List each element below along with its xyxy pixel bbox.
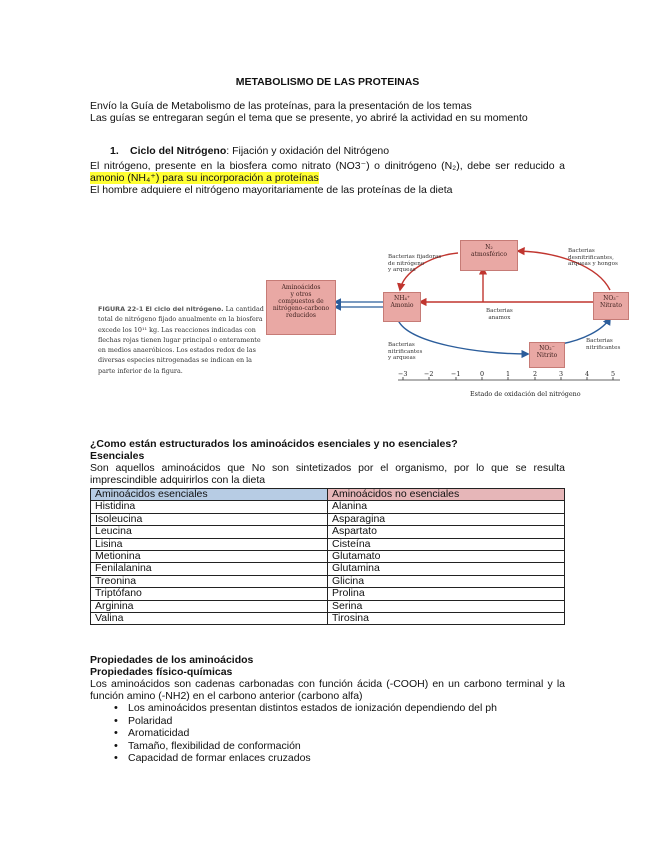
section-1-para-line-3: El hombre adquiere el nitrógeno mayoritariamente de las proteínas de la dieta [90,184,453,196]
table-cell: Prolina [328,588,565,600]
section-1-para-line-1: El nitrógeno, presente en la biosfera como nitrato (NO3⁻) o dinitrógeno (N₂), debe ser reducido a [90,160,565,172]
label-fixing-bacteria [388,254,441,274]
intro-line-2: Las guías se entregaran según el tema que se presente, yo abriré la actividad en su momento [90,112,528,124]
table-header-essential: Aminoácidos esenciales [91,489,328,501]
box-n2-formula: N₂ [485,244,493,251]
table-cell: Treonina [91,575,328,587]
label-nitrifying-left [388,342,422,362]
box-aminoacids-line-1: Aminoácidos [281,284,321,291]
label-ana-2: anamox [488,314,511,321]
figure-caption-label: FIGURA 22-1 [98,305,144,313]
label-nitrifying-right [586,338,620,351]
aminoacids-table [90,488,565,625]
box-aminoacids-line-3: compuestos de [278,298,324,305]
label-denitrifying [568,248,618,268]
table-cell: Valina [91,613,328,625]
box-nh4-label: Amonio [390,302,414,309]
tick-label: 4 [585,370,590,378]
table-cell: Cisteína [328,538,565,550]
list-item: • Aromaticidad [90,727,565,740]
section-2-para-line-1: Son aquellos aminoácidos que No son sintetizados por el organismo, por lo que se resulta [90,462,565,474]
label-fix-2: de nitrógeno [388,260,425,267]
box-n2 [460,240,518,271]
box-aminoacids-line-2: y otros [290,291,312,298]
tick-label: −3 [398,370,408,378]
tick-label: −2 [424,370,434,378]
label-anamox [486,308,513,321]
table-cell: Metionina [91,551,328,563]
label-fix-3: y arqueas [388,267,416,274]
section-1-heading-rest: : Fijación y oxidación del Nitrógeno [226,145,390,157]
table-cell: Arginina [91,600,328,612]
table-cell: Histidina [91,501,328,513]
highlighted-text: amonio (NH₄⁺) para su incorporación a proteínas [90,172,319,184]
table-row [91,526,565,538]
table-cell: Serina [328,600,565,612]
table-row [91,600,565,612]
table-cell: Tirosina [328,613,565,625]
box-no2-label: Nitrito [536,352,558,359]
table-row [91,575,565,587]
label-den-3: arqueas y hongos [568,261,618,268]
tick-label: 0 [480,370,485,378]
table-cell: Leucina [91,526,328,538]
nitrogen-cycle-diagram [98,238,638,410]
tick-label: 3 [559,370,564,378]
section-3-para-line-1: Los aminoácidos son cadenas carbonadas con función ácida (-COOH) en un carbono terminal y la [90,678,565,690]
table-cell: Aspartato [328,526,565,538]
section-2-question: ¿Como están estructurados los aminoácidos esenciales y no esenciales? [90,438,458,450]
properties-list [90,702,565,765]
list-item: • Capacidad de formar enlaces cruzados [90,752,565,765]
table-cell: Triptófano [91,588,328,600]
table-cell: Isoleucina [91,513,328,525]
box-nh4-formula: NH₄⁺ [393,295,411,302]
label-nit-1: Bacterias [388,342,415,348]
section-2-para-line-2: imprescindible adquirirlos con la dieta [90,474,266,486]
table-cell: Fenilalanina [91,563,328,575]
box-no2 [529,342,565,368]
section-3-heading-2: Propiedades físico-químicas [90,666,233,678]
table-cell: Glicina [328,575,565,587]
nitrogen-cycle-figure [98,238,638,410]
table-cell: Lisina [91,538,328,550]
intro-line-1: Envío la Guía de Metabolismo de las proteínas, para la presentación de los temas [90,100,472,112]
list-item: • Los aminoácidos presentan distintos estados de ionización dependiendo del ph [90,702,565,715]
table-row [91,588,565,600]
label-fix-1: Bacterias fijadoras [388,254,442,260]
table-cell: Glutamina [328,563,565,575]
section-1-number: 1. [110,145,119,157]
box-aminoacids-line-4: nitrógeno-carbono [272,305,330,312]
section-3-heading-1: Propiedades de los aminoácidos [90,654,254,666]
label-den-2: desnitrificantes, [568,254,614,261]
label-nit-3: y arqueas [388,355,416,362]
box-n2-label: atmosférico [471,251,507,258]
section-1-para-line-2 [90,172,565,185]
label-nitr-1: Bacterias [586,338,613,344]
table-row [91,513,565,525]
axis-title: Estado de oxidación del nitrógeno [470,390,581,398]
table-cell: Asparagina [328,513,565,525]
table-row [91,613,565,625]
box-no3 [593,292,629,320]
tick-label: 5 [611,370,616,378]
section-1-heading-bold: Ciclo del Nitrógeno [130,145,227,157]
figure-caption-title: El ciclo del nitrógeno. [145,305,224,313]
label-nitr-2: nitrificantes [586,344,621,351]
table-row [91,501,565,513]
box-no3-formula: NO₃⁻ [603,295,619,302]
box-no3-label: Nitrato [599,302,623,309]
list-item: • Tamaño, flexibilidad de conformación [90,740,565,753]
list-item: • Polaridad [90,715,565,728]
table-row [91,563,565,575]
tick-label: 1 [506,370,511,378]
table-header-nonessential: Aminoácidos no esenciales [328,489,565,501]
box-aminoacids [266,280,336,335]
tick-label: −1 [451,370,461,378]
label-nit-2: nitrificantes [388,348,423,355]
box-nh4 [383,292,421,322]
table-row [91,538,565,550]
document-title: METABOLISMO DE LAS PROTEINAS [235,76,420,88]
box-no2-formula: NO₂⁻ [539,345,555,352]
label-ana-1: Bacterias [486,308,513,314]
section-1-heading [110,145,389,158]
table-header-row [91,489,565,501]
section-2-subheading: Esenciales [90,450,145,462]
table-cell: Glutamato [328,551,565,563]
table-row [91,551,565,563]
label-den-1: Bacterias [568,248,595,254]
table-cell: Alanina [328,501,565,513]
figure-caption-text: La cantidad total de nitrógeno fijado anualmente en la biosfera excede los 10¹¹ kg. Las reacciones indicadas con flechas rojas tienen lugar principal o enteramente en medios anaeróbicos. Los estados redox de las diversas especies nitrogenadas se indican en la parte inferior de la figura. [98,305,264,375]
tick-label: 2 [533,370,538,378]
section-3-para-line-2: función amino (-NH2) en el carbono anterior (carbono alfa) [90,690,363,702]
box-aminoacids-line-5: reducidos [286,312,316,319]
